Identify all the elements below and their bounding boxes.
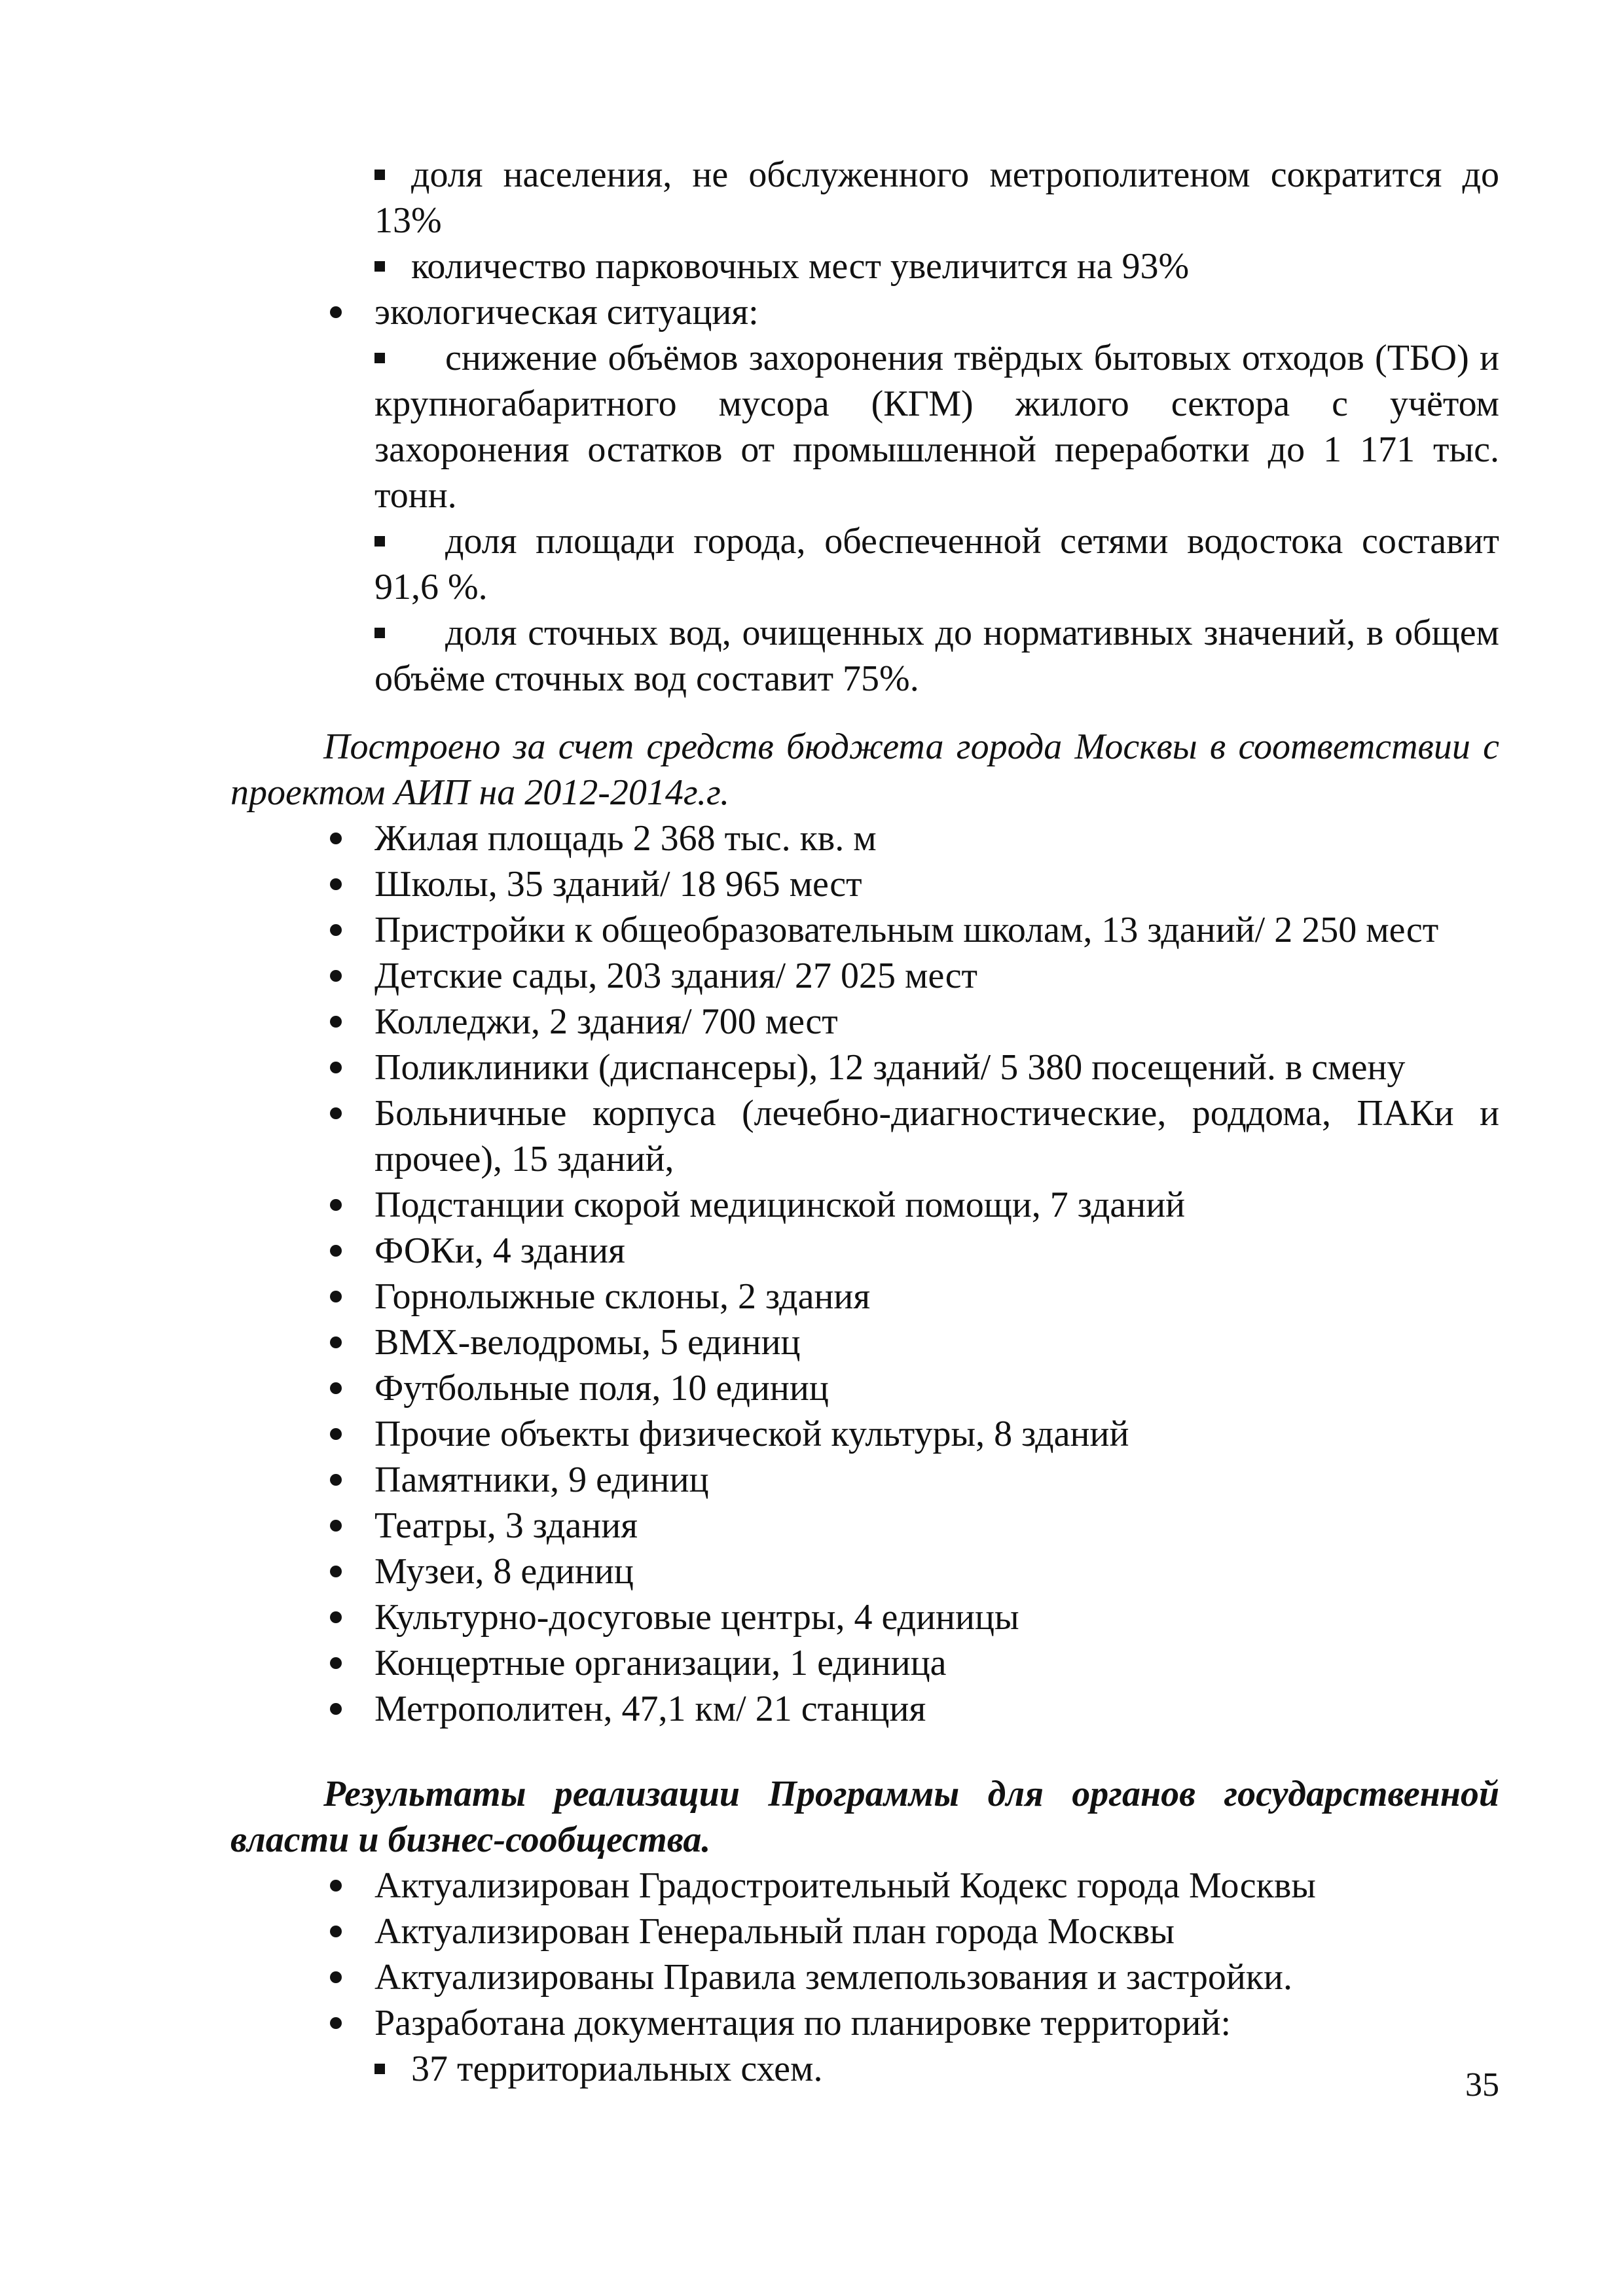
list-item-text: снижение объёмов захоронения твёрдых бытовых отходов (ТБО) и крупногабаритного мусора (КГМ) жилого сектора с учётом захоронения остатков от промышленной переработки до 1 171 тыс. тонн. [374,338,1499,516]
list-item [374,1090,1499,1182]
bullet-icon [330,1520,342,1532]
bullet-icon [330,924,342,936]
list-item-text: доля населения, не обслуженного метрополитеном сократится до 13% [374,154,1499,241]
square-bullet-icon [374,353,385,363]
list-item-text: количество парковочных мест увеличится на 93% [411,246,1190,287]
bullet-icon [330,1245,342,1257]
list-item-text: ФОКи, 4 здания [374,1230,625,1271]
list-item-text: Памятники, 9 единиц [374,1460,709,1500]
list-item [374,1640,1499,1686]
bullet-icon [330,1703,342,1715]
list-item-text: Горнолыжные склоны, 2 здания [374,1276,871,1317]
results-list [230,1863,1499,2046]
list-item-text: Футбольные поля, 10 единиц [374,1368,829,1408]
list-item [374,1182,1499,1228]
list-item-text: Театры, 3 здания [374,1505,638,1546]
list-item-text: Музеи, 8 единиц [374,1551,634,1592]
list-item [374,1411,1499,1457]
square-bullet-icon [374,261,385,272]
list-item-text: Больничные корпуса (лечебно-диагностические, роддома, ПАКи и прочее), 15 зданий, [374,1093,1499,1179]
list-item [374,518,1499,610]
list-item [374,1503,1499,1549]
bullet-icon [330,2017,342,2029]
bullet-icon [330,1382,342,1394]
bullet-icon [330,833,342,844]
bullet-icon [330,1107,342,1119]
bullet-icon [330,1336,342,1348]
list-item-text: Прочие объекты физической культуры, 8 зданий [374,1414,1129,1454]
list-item [374,335,1499,518]
list-item [374,610,1499,702]
list-item-text: Концертные организации, 1 единица [374,1643,947,1683]
section-heading-built: Построено за счет средств бюджета города Москвы в соответствии с проектом АИП на 2012-2014г.г. [230,726,1499,813]
list-item-text: доля площади города, обеспеченной сетями водостока составит 91,6 %. [374,521,1499,607]
bullet-icon [330,970,342,982]
bullet-icon [330,1199,342,1211]
list-item [374,152,1499,243]
list-item-text: 37 территориальных схем. [411,2049,823,2089]
bullet-icon [330,1926,342,1937]
bullet-icon [330,1566,342,1577]
list-item-text: Метрополитен, 47,1 км/ 21 станция [374,1689,926,1729]
list-item [374,1686,1499,1732]
list-item [374,1954,1499,2000]
list-item-text: Пристройки к общеобразовательным школам, 13 зданий/ 2 250 мест [374,910,1439,950]
page-content [230,152,1499,2092]
built-list [230,816,1499,1732]
bullet-icon [330,1611,342,1623]
bullet-icon [330,1474,342,1486]
list-item [374,1045,1499,1090]
bullet-icon [330,1016,342,1028]
list-item [374,2000,1499,2046]
list-item [374,1594,1499,1640]
list-item-text: BMX-велодромы, 5 единиц [374,1322,801,1363]
bullet-icon [330,1428,342,1440]
list-item [374,1909,1499,1954]
list-item-text: Колледжи, 2 здания/ 700 мест [374,1001,838,1042]
list-item [374,953,1499,999]
bullet-icon [330,1062,342,1073]
bullet-icon [330,878,342,890]
bullet-icon [330,306,342,318]
square-bullet-icon [374,536,385,547]
square-bullet-icon [374,170,385,180]
list-item [374,1274,1499,1319]
list-item [374,243,1499,289]
bullet-icon [330,1880,342,1892]
list-item [374,2046,1499,2092]
bullet-icon [330,1657,342,1669]
list-item-text: Культурно-досуговые центры, 4 единицы [374,1597,1019,1638]
list-item [374,1863,1499,1909]
list-item-text: Актуализированы Правила землепользования и застройки. [374,1957,1292,1998]
list-item-text: Актуализирован Градостроительный Кодекс города Москвы [374,1865,1316,1906]
list-item-text: Детские сады, 203 здания/ 27 025 мест [374,956,978,996]
list-item [374,1457,1499,1503]
list-item [374,999,1499,1045]
list-item [374,816,1499,861]
list-item-text: Разработана документация по планировке территорий: [374,2003,1231,2043]
list-item [374,861,1499,907]
page-number: 35 [1465,2066,1499,2104]
list-item-text: доля сточных вод, очищенных до нормативных значений, в общем объёме сточных вод составит 75%. [374,613,1499,699]
list-item-text: Поликлиники (диспансеры), 12 зданий/ 5 380 посещений. в смену [374,1047,1406,1088]
list-item [374,907,1499,953]
square-bullet-icon [374,2064,385,2074]
section-heading-results: Результаты реализации Программы для органов государственной власти и бизнес-сообщества. [230,1774,1499,1860]
list-item [374,289,1499,335]
list-item-text: Жилая площадь 2 368 тыс. кв. м [374,818,877,859]
list-item [374,1319,1499,1365]
list-item-text: экологическая ситуация: [374,292,759,332]
list-item-text: Подстанции скорой медицинской помощи, 7 зданий [374,1185,1186,1225]
list-item-text: Актуализирован Генеральный план города Москвы [374,1911,1175,1952]
bullet-icon [330,1291,342,1302]
list-item [374,1549,1499,1594]
square-bullet-icon [374,628,385,638]
bullet-icon [330,1971,342,1983]
list-item [374,1228,1499,1274]
list-item [374,1365,1499,1411]
list-item-text: Школы, 35 зданий/ 18 965 мест [374,864,862,905]
